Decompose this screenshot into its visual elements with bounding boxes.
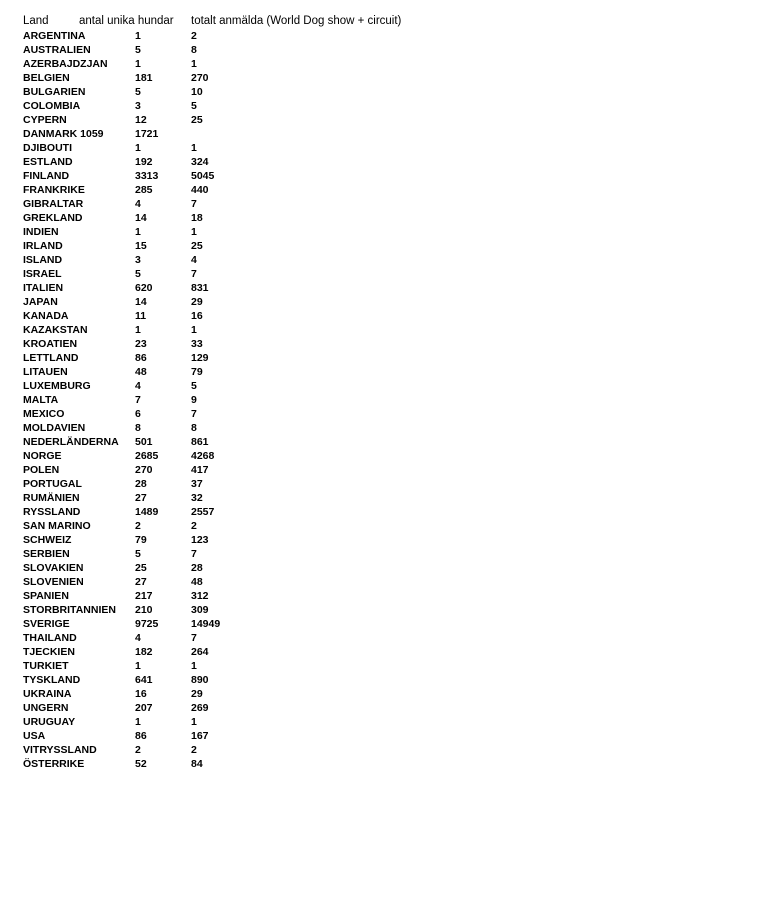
total-entries-cell: 269 <box>191 702 209 714</box>
table-row <box>0 43 770 57</box>
total-entries-cell: 890 <box>191 674 209 686</box>
table-row <box>0 561 770 575</box>
country-cell: THAILAND <box>23 632 77 644</box>
table-row <box>0 505 770 519</box>
total-entries-cell: 14949 <box>191 618 221 630</box>
table-row <box>0 715 770 729</box>
country-cell: SVERIGE <box>23 618 70 630</box>
table-row <box>0 141 770 155</box>
table-row <box>0 211 770 225</box>
total-entries-cell: 831 <box>191 282 209 294</box>
table-row <box>0 533 770 547</box>
total-entries-cell: 29 <box>191 296 203 308</box>
table-row <box>0 617 770 631</box>
table-body <box>0 29 770 771</box>
country-cell: ISRAEL <box>23 268 62 280</box>
total-entries-cell: 8 <box>191 422 197 434</box>
total-entries-cell: 167 <box>191 730 209 742</box>
country-cell: LETTLAND <box>23 352 79 364</box>
total-entries-cell: 1 <box>191 58 197 70</box>
country-cell: CYPERN <box>23 114 67 126</box>
unique-dogs-cell: 16 <box>135 688 147 700</box>
table-row <box>0 463 770 477</box>
table-row <box>0 57 770 71</box>
country-cell: URUGUAY <box>23 716 76 728</box>
country-cell: SAN MARINO <box>23 520 91 532</box>
table-row <box>0 379 770 393</box>
table-row <box>0 295 770 309</box>
country-cell: GREKLAND <box>23 212 83 224</box>
table-row <box>0 113 770 127</box>
unique-dogs-cell: 210 <box>135 604 153 616</box>
table-row <box>0 85 770 99</box>
total-entries-cell: 79 <box>191 366 203 378</box>
unique-dogs-cell: 1 <box>135 58 141 70</box>
country-cell: NORGE <box>23 450 62 462</box>
country-cell: KROATIEN <box>23 338 78 350</box>
total-entries-cell: 7 <box>191 268 197 280</box>
country-cell: ESTLAND <box>23 156 73 168</box>
unique-dogs-cell: 4 <box>135 632 141 644</box>
total-entries-cell: 37 <box>191 478 203 490</box>
total-entries-cell: 123 <box>191 534 209 546</box>
country-cell: TJECKIEN <box>23 646 75 658</box>
country-cell: FRANKRIKE <box>23 184 85 196</box>
header-unique-dogs: antal unika hundar <box>79 15 174 27</box>
table-row <box>0 169 770 183</box>
country-cell: COLOMBIA <box>23 100 81 112</box>
country-cell: MALTA <box>23 394 59 406</box>
total-entries-cell: 312 <box>191 590 209 602</box>
table-header <box>0 14 770 28</box>
total-entries-cell: 32 <box>191 492 203 504</box>
unique-dogs-cell: 641 <box>135 674 153 686</box>
country-cell: RYSSLAND <box>23 506 81 518</box>
total-entries-cell: 2557 <box>191 506 215 518</box>
table-row <box>0 421 770 435</box>
table-row <box>0 477 770 491</box>
total-entries-cell: 1 <box>191 660 197 672</box>
table-row <box>0 603 770 617</box>
unique-dogs-cell: 5 <box>135 548 141 560</box>
unique-dogs-cell: 11 <box>135 310 147 322</box>
unique-dogs-cell: 6 <box>135 408 141 420</box>
total-entries-cell: 4 <box>191 254 197 266</box>
unique-dogs-cell: 285 <box>135 184 153 196</box>
unique-dogs-cell: 27 <box>135 576 147 588</box>
unique-dogs-cell: 25 <box>135 562 147 574</box>
country-cell: DJIBOUTI <box>23 142 73 154</box>
total-entries-cell: 25 <box>191 240 203 252</box>
table-row <box>0 449 770 463</box>
unique-dogs-cell: 1489 <box>135 506 159 518</box>
unique-dogs-cell: 207 <box>135 702 153 714</box>
total-entries-cell: 1 <box>191 142 197 154</box>
country-cell: VITRYSSLAND <box>23 744 97 756</box>
total-entries-cell: 2 <box>191 30 197 42</box>
country-cell: UNGERN <box>23 702 69 714</box>
total-entries-cell: 10 <box>191 86 203 98</box>
total-entries-cell: 84 <box>191 758 203 770</box>
country-cell: TYSKLAND <box>23 674 81 686</box>
country-cell: AZERBAJDZJAN <box>23 58 108 70</box>
unique-dogs-cell: 270 <box>135 464 153 476</box>
table-row <box>0 589 770 603</box>
unique-dogs-cell: 1 <box>135 660 141 672</box>
total-entries-cell: 440 <box>191 184 209 196</box>
total-entries-cell: 29 <box>191 688 203 700</box>
unique-dogs-cell: 192 <box>135 156 153 168</box>
table-row <box>0 407 770 421</box>
unique-dogs-cell: 2 <box>135 520 141 532</box>
table-row <box>0 631 770 645</box>
table-row <box>0 323 770 337</box>
total-entries-cell: 1 <box>191 226 197 238</box>
unique-dogs-cell: 3313 <box>135 170 159 182</box>
unique-dogs-cell: 15 <box>135 240 147 252</box>
table-row <box>0 71 770 85</box>
total-entries-cell: 25 <box>191 114 203 126</box>
unique-dogs-cell: 14 <box>135 212 147 224</box>
table-row <box>0 659 770 673</box>
total-entries-cell: 417 <box>191 464 209 476</box>
country-cell: LUXEMBURG <box>23 380 91 392</box>
country-cell: TURKIET <box>23 660 69 672</box>
country-cell: MOLDAVIEN <box>23 422 86 434</box>
country-cell: SERBIEN <box>23 548 70 560</box>
total-entries-cell: 309 <box>191 604 209 616</box>
total-entries-cell: 2 <box>191 520 197 532</box>
country-cell: PORTUGAL <box>23 478 82 490</box>
country-cell: SLOVENIEN <box>23 576 84 588</box>
total-entries-cell: 324 <box>191 156 209 168</box>
header-country: Land <box>23 15 49 27</box>
total-entries-cell: 7 <box>191 548 197 560</box>
table-row <box>0 673 770 687</box>
total-entries-cell: 9 <box>191 394 197 406</box>
table-row <box>0 155 770 169</box>
table-row <box>0 491 770 505</box>
unique-dogs-cell: 2 <box>135 744 141 756</box>
table-row <box>0 547 770 561</box>
unique-dogs-cell: 14 <box>135 296 147 308</box>
total-entries-cell: 8 <box>191 44 197 56</box>
table-row <box>0 393 770 407</box>
table-row <box>0 239 770 253</box>
table-row <box>0 519 770 533</box>
country-cell: GIBRALTAR <box>23 198 84 210</box>
total-entries-cell: 270 <box>191 72 209 84</box>
table-row <box>0 687 770 701</box>
table-row <box>0 99 770 113</box>
total-entries-cell: 5045 <box>191 170 215 182</box>
table-row <box>0 743 770 757</box>
unique-dogs-cell: 5 <box>135 86 141 98</box>
country-cell: ARGENTINA <box>23 30 86 42</box>
total-entries-cell: 129 <box>191 352 209 364</box>
country-cell: POLEN <box>23 464 60 476</box>
country-cell: BELGIEN <box>23 72 70 84</box>
unique-dogs-cell: 4 <box>135 198 141 210</box>
unique-dogs-cell: 3 <box>135 254 141 266</box>
total-entries-cell: 861 <box>191 436 209 448</box>
total-entries-cell: 28 <box>191 562 203 574</box>
country-cell: BULGARIEN <box>23 86 86 98</box>
unique-dogs-cell: 48 <box>135 366 147 378</box>
unique-dogs-cell: 23 <box>135 338 147 350</box>
country-cell: STORBRITANNIEN <box>23 604 116 616</box>
country-cell: KANADA <box>23 310 69 322</box>
unique-dogs-cell: 27 <box>135 492 147 504</box>
table-row <box>0 183 770 197</box>
country-cell: AUSTRALIEN <box>23 44 91 56</box>
total-entries-cell: 2 <box>191 744 197 756</box>
country-cell: KAZAKSTAN <box>23 324 88 336</box>
unique-dogs-cell: 5 <box>135 268 141 280</box>
unique-dogs-cell: 28 <box>135 478 147 490</box>
country-cell: MEXICO <box>23 408 65 420</box>
country-cell: RUMÄNIEN <box>23 492 80 504</box>
unique-dogs-cell: 2685 <box>135 450 159 462</box>
unique-dogs-cell: 1 <box>135 324 141 336</box>
total-entries-cell: 5 <box>191 380 197 392</box>
country-cell: UKRAINA <box>23 688 72 700</box>
country-cell: NEDERLÄNDERNA <box>23 436 119 448</box>
total-entries-cell: 1 <box>191 324 197 336</box>
table-row <box>0 435 770 449</box>
unique-dogs-cell: 9725 <box>135 618 159 630</box>
unique-dogs-cell: 8 <box>135 422 141 434</box>
unique-dogs-cell: 86 <box>135 352 147 364</box>
country-cell: USA <box>23 730 46 742</box>
country-cell: DANMARK 1059 <box>23 128 104 140</box>
table-row <box>0 645 770 659</box>
country-cell: ÖSTERRIKE <box>23 758 85 770</box>
total-entries-cell: 5 <box>191 100 197 112</box>
unique-dogs-cell: 1 <box>135 30 141 42</box>
country-cell: IRLAND <box>23 240 63 252</box>
total-entries-cell: 264 <box>191 646 209 658</box>
table-row <box>0 225 770 239</box>
total-entries-cell: 1 <box>191 716 197 728</box>
total-entries-cell: 7 <box>191 408 197 420</box>
country-cell: SLOVAKIEN <box>23 562 84 574</box>
country-cell: SCHWEIZ <box>23 534 72 546</box>
country-cell: INDIEN <box>23 226 59 238</box>
country-cell: LITAUEN <box>23 366 68 378</box>
unique-dogs-cell: 7 <box>135 394 141 406</box>
table-row <box>0 365 770 379</box>
table-row <box>0 337 770 351</box>
total-entries-cell: 48 <box>191 576 203 588</box>
total-entries-cell: 16 <box>191 310 203 322</box>
table-row <box>0 197 770 211</box>
table-row <box>0 267 770 281</box>
unique-dogs-cell: 52 <box>135 758 147 770</box>
unique-dogs-cell: 4 <box>135 380 141 392</box>
unique-dogs-cell: 1 <box>135 226 141 238</box>
unique-dogs-cell: 181 <box>135 72 153 84</box>
unique-dogs-cell: 217 <box>135 590 153 602</box>
unique-dogs-cell: 79 <box>135 534 147 546</box>
total-entries-cell: 7 <box>191 198 197 210</box>
unique-dogs-cell: 1721 <box>135 128 159 140</box>
total-entries-cell: 33 <box>191 338 203 350</box>
country-cell: ISLAND <box>23 254 63 266</box>
table-row <box>0 757 770 771</box>
table-row <box>0 29 770 43</box>
table-row <box>0 253 770 267</box>
table-row <box>0 351 770 365</box>
unique-dogs-cell: 620 <box>135 282 153 294</box>
table-row <box>0 127 770 141</box>
unique-dogs-cell: 182 <box>135 646 153 658</box>
country-cell: FINLAND <box>23 170 70 182</box>
unique-dogs-cell: 5 <box>135 44 141 56</box>
unique-dogs-cell: 86 <box>135 730 147 742</box>
total-entries-cell: 18 <box>191 212 203 224</box>
table-row <box>0 701 770 715</box>
unique-dogs-cell: 501 <box>135 436 153 448</box>
unique-dogs-cell: 12 <box>135 114 147 126</box>
unique-dogs-cell: 3 <box>135 100 141 112</box>
total-entries-cell: 4268 <box>191 450 215 462</box>
table-row <box>0 281 770 295</box>
unique-dogs-cell: 1 <box>135 142 141 154</box>
table-row <box>0 575 770 589</box>
total-entries-cell: 7 <box>191 632 197 644</box>
country-cell: SPANIEN <box>23 590 69 602</box>
header-total-entries: totalt anmälda (World Dog show + circuit) <box>191 15 402 27</box>
country-cell: ITALIEN <box>23 282 64 294</box>
unique-dogs-cell: 1 <box>135 716 141 728</box>
table-row <box>0 729 770 743</box>
country-cell: JAPAN <box>23 296 58 308</box>
table-row <box>0 309 770 323</box>
